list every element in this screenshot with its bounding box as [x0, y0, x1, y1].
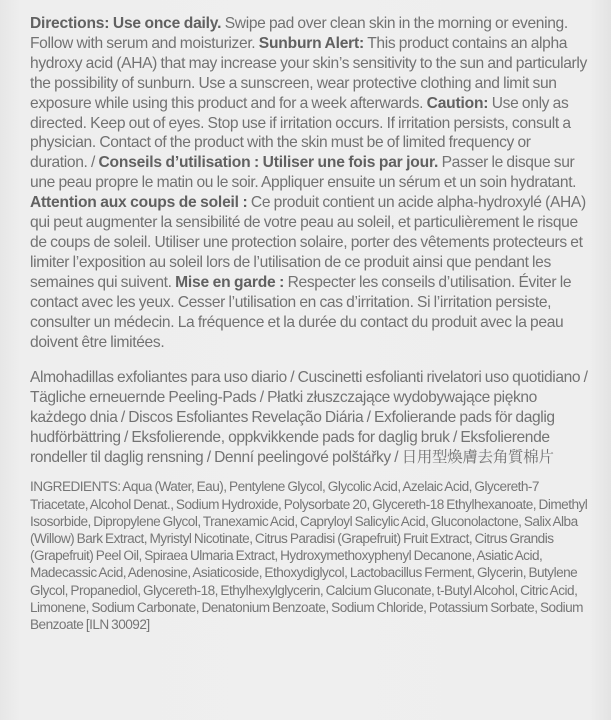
sunburn-alert-heading: Sunburn Alert: — [258, 34, 365, 52]
product-name-translations: Almohadillas exfoliantes para uso diario / Cuscinetti esfolianti rivelatori uso quotidiano / Tägliche erneuernde Peeling-Pads / Płatki złuszczające wydobywające piękno każdego dnia / Discos Esfoliantes Revelação Diária / Exfolierande pads för daglig hudförbättring / Eksfolierende, oppkvikkende pads for daglig bruk / Eksfolierende rondeller til daglig rensning / Denní peelingové polštářky / 日用型煥膚去角質棉片 — [30, 369, 588, 466]
fr-sunburn-text: Ce produit contient un acide alpha-hydroxylé (AHA) qui peut augmenter la sensibilité de votre peau au soleil, et particulièrement le risque de coups de soleil. Utiliser une protection solaire, porter des vêtements protecteurs et limiter l’exposition au soleil lors de l’utilisation de ce produit ainsi que pendant les semaines qui suivent. — [30, 194, 586, 291]
fr-caution-heading: Mise en garde : — [175, 273, 285, 291]
fr-sunburn-heading: Attention aux coups de soleil : — [30, 194, 248, 212]
ingredients-list: INGREDIENTS: Aqua (Water, Eau), Pentylene Glycol, Glycolic Acid, Azelaic Acid, Glycereth-7 Triacetate, Alcohol Denat., Sodium Hydroxide, Polysorbate 20, Glycereth-18 Ethylhexanoate, Dimethyl Isosorbide, Dipropylene Glycol, Tranexamic Acid, Capryloyl Salicylic Acid, Gluconolactone, Salix Alba (Willow) Bark Extract, Myristyl Nicotinate, Citrus Paradisi (Grapefruit) Fruit Extract, Citrus Grandis (Grapefruit) Peel Oil, Spiraea Ulmaria Extract, Hydroxymethoxyphenyl Decanone, Asiatic Acid, Madecassic Acid, Adenosine, Asiaticoside, Ethoxydiglycol, Lactobacillus Ferment, Glycerin, Butylene Glycol, Propanediol, Glycereth-18, Ethylhexylglycerin, Calcium Gluconate, t-Butyl Alcohol, Citric Acid, Limonene, Sodium Carbonate, Denatonium Benzoate, Sodium Chloride, Potassium Sorbate, Sodium Benzoate [ILN 30092] — [30, 479, 588, 634]
directions-paragraph — [30, 14, 590, 352]
fr-caution-text: Respecter les conseils d’utilisation. Éviter le contact avec les yeux. Cesser l’utilisation en cas d’irritation. Si l’irritation persiste, consulter un médecin. La fréquence et la durée du contact du produit avec la peau doivent être limitées. — [30, 273, 572, 351]
directions-text: Swipe pad over clean skin in the morning or evening. Follow with serum and moisturizer. — [30, 15, 568, 52]
packaging-label — [30, 14, 590, 634]
directions-heading: Directions: Use once daily. — [30, 15, 222, 32]
fr-directions-text: Passer le disque sur une peau propre le matin ou le soir. Appliquer ensuite un sérum et un soin hydratant. — [30, 154, 577, 192]
caution-text: Use only as directed. Keep out of eyes. Stop use if irritation occurs. If irritation persists, consult a physician. Contact of the product with the skin must be of limited frequency or duration. / — [30, 94, 571, 172]
sunburn-alert-text: This product contains an alpha hydroxy acid (AHA) that may increase your skin’s sensitivity to the sun and particularly the possibility of sunburn. Use a sunscreen, wear protective clothing and limit sun exposure while using this product and for a week afterwards. — [30, 34, 587, 112]
caution-heading: Caution: — [426, 94, 489, 112]
fr-directions-heading: Conseils d’utilisation : Utiliser une fois par jour. — [98, 154, 439, 172]
